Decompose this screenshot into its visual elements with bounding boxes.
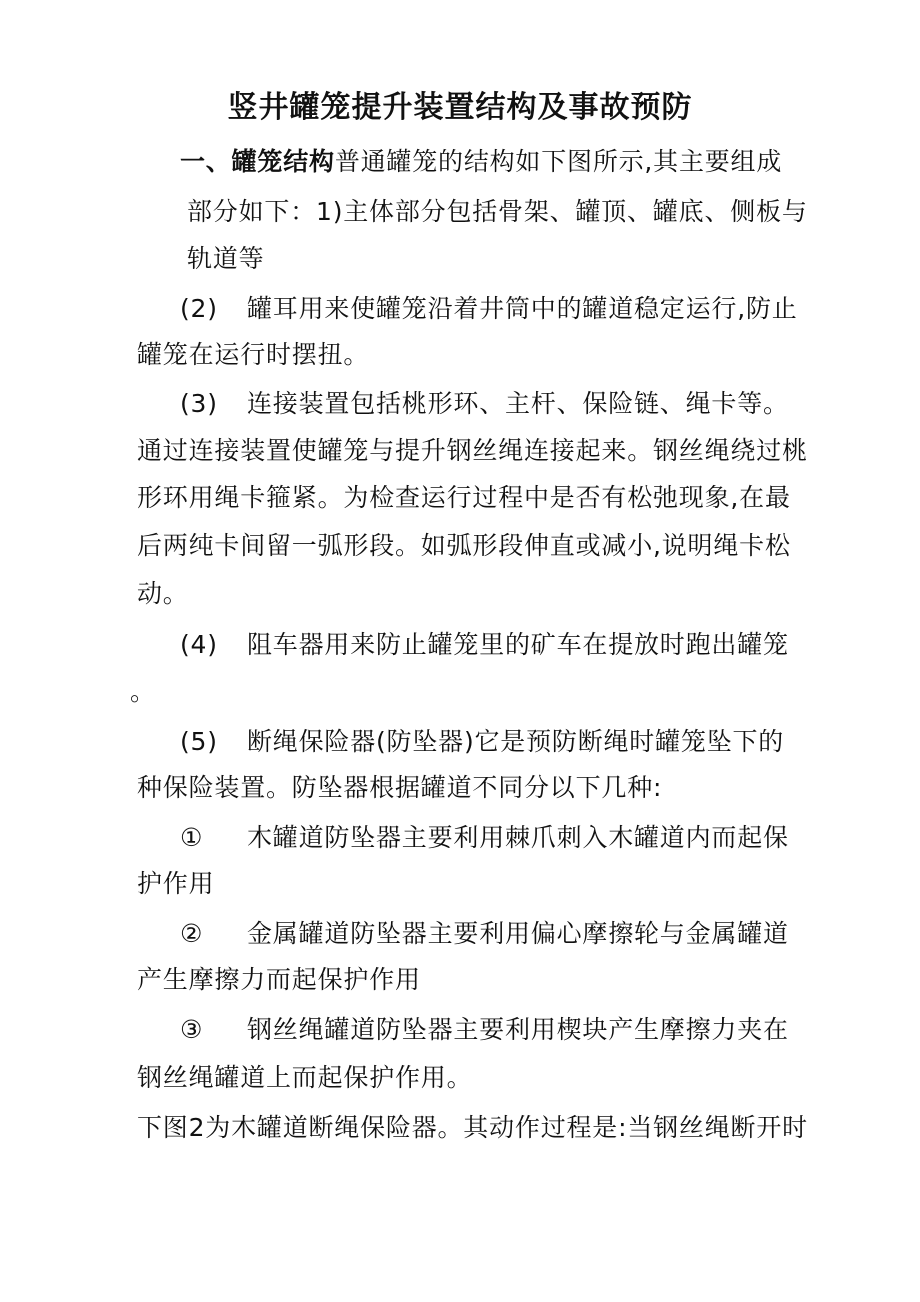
text: 阻车器用来防止罐笼里的矿车在提放时跑出罐笼 <box>247 630 789 659</box>
paragraph-line: 动。 <box>137 579 189 608</box>
paragraph-line: 下图2为木罐道断绳保险器。其动作过程是:当钢丝绳断开时 <box>137 1113 808 1142</box>
list-marker: (3) <box>180 389 218 418</box>
paragraph-line: 罐笼在运行时摆扭。 <box>137 340 370 369</box>
paragraph-line <box>180 919 789 949</box>
paragraph-line <box>180 294 798 324</box>
text: 钢丝绳罐道防坠器主要利用楔块产生摩擦力夹在 <box>247 1015 789 1044</box>
paragraph-line <box>180 389 789 419</box>
text: 连接装置包括桃形环、主杆、保险链、绳卡等。 <box>247 389 789 418</box>
paragraph-line: 。 <box>130 677 156 706</box>
list-marker: (5) <box>180 727 218 756</box>
list-marker: (4) <box>180 630 218 659</box>
list-marker: ③ <box>180 1015 204 1044</box>
paragraph-line: 种保险装置。防坠器根据罐道不同分以下几种: <box>137 773 663 802</box>
paragraph-line <box>180 630 789 660</box>
text: 罐耳用来使罐笼沿着井筒中的罐道稳定运行,防止 <box>247 294 798 323</box>
paragraph-line: 产生摩擦力而起保护作用 <box>137 965 421 994</box>
text: 木罐道防坠器主要利用棘爪刺入木罐道内而起保 <box>247 823 789 852</box>
paragraph-line: 护作用 <box>137 869 215 898</box>
text: 普通罐笼的结构如下图所示,其主要组成 <box>334 147 783 176</box>
list-marker: ① <box>180 823 204 852</box>
document-title: 竖井罐笼提升装置结构及事故预防 <box>227 90 693 125</box>
paragraph-line <box>180 1015 789 1045</box>
list-marker: (2) <box>180 294 218 323</box>
text: 金属罐道防坠器主要利用偏心摩擦轮与金属罐道 <box>247 919 789 948</box>
list-marker: ② <box>180 919 204 948</box>
paragraph-line: 形环用绳卡箍紧。为检查运行过程中是否有松弛现象,在最 <box>137 483 791 512</box>
paragraph-line: 通过连接装置使罐笼与提升钢丝绳连接起来。钢丝绳绕过桃 <box>137 436 808 465</box>
paragraph-line <box>180 727 784 757</box>
paragraph-line: 后两纯卡间留一弧形段。如弧形段伸直或减小,说明绳卡松 <box>137 531 791 560</box>
paragraph-line: 钢丝绳罐道上而起保护作用。 <box>137 1063 473 1092</box>
text: 断绳保险器(防坠器)它是预防断绳时罐笼坠下的 <box>247 727 785 756</box>
paragraph-line: 部分如下：1)主体部分包括骨架、罐顶、罐底、侧板与 <box>187 197 808 226</box>
paragraph-line: 轨道等 <box>187 244 265 273</box>
paragraph-line <box>180 147 782 177</box>
section-heading: 一、罐笼结构 <box>180 147 335 176</box>
paragraph-line <box>180 823 789 853</box>
